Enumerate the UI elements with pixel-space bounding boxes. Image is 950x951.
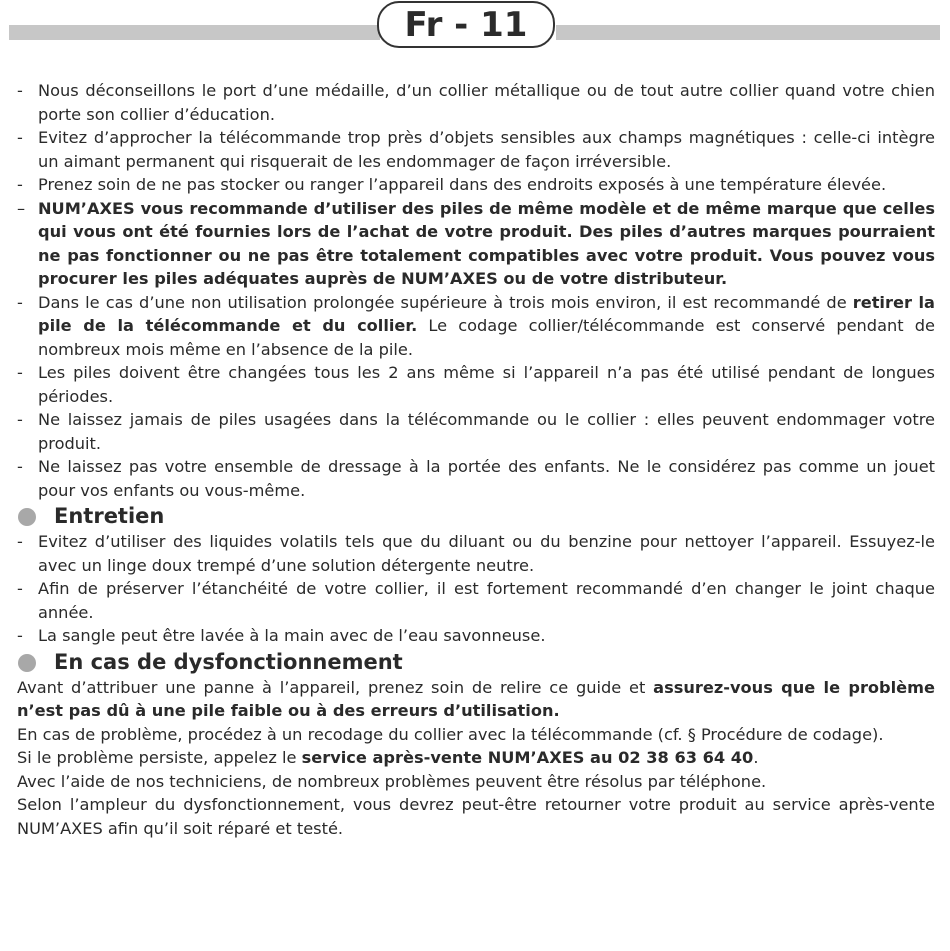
list-item	[17, 361, 935, 408]
list-item	[17, 197, 935, 291]
list-item	[17, 530, 935, 577]
dash-bullet: –	[17, 198, 26, 218]
page-number-label: Fr - 11	[377, 1, 555, 48]
text-run: Avec l’aide de nos techniciens, de nombreux problèmes peuvent être résolus par téléphone.	[17, 771, 767, 791]
text-run: La sangle peut être lavée à la main avec de l’eau savonneuse.	[38, 626, 546, 645]
text-run: Dans le cas d’une non utilisation prolongée supérieure à trois mois environ, il est recommandé de	[38, 292, 853, 312]
text-run: .	[753, 748, 759, 767]
paragraph	[17, 793, 935, 840]
text-run: Le codage collier/télécommande est conservé pendant de nombreux mois même en l’absence de la pile.	[38, 316, 935, 359]
dash-bullet: -	[17, 626, 23, 645]
paragraph	[17, 746, 935, 770]
list-item	[17, 79, 935, 126]
section-heading-entretien	[17, 502, 935, 530]
header-bar-left	[9, 25, 380, 40]
list-item	[17, 291, 935, 362]
paragraph	[17, 676, 935, 723]
list-item	[17, 408, 935, 455]
precautions-list	[17, 79, 935, 502]
list-item	[17, 126, 935, 173]
list-item	[17, 624, 935, 648]
text-run: Les piles doivent être changées tous les 2 ans même si l’appareil n’a pas été utilisé pendant de longues périodes.	[38, 363, 935, 406]
dash-bullet: -	[17, 363, 23, 382]
text-run: Ne laissez pas votre ensemble de dressage à la portée des enfants. Ne le considérez pas comme un jouet pour vos enfants ou vous-même.	[38, 457, 935, 500]
bold-text: assurez-vous que le problème n’est pas dû à une pile faible ou à des erreurs d’utilisation.	[17, 677, 936, 720]
dash-bullet: -	[17, 579, 23, 598]
text-run: Evitez d’approcher la télécommande trop près d’objets sensibles aux champs magnétiques : celle-ci intègre un aimant permanent qui risquerait de les endommager de façon irréversible.	[38, 128, 935, 171]
text-run: En cas de problème, procédez à un recodage du collier avec la télécommande (cf. § Procédure de codage).	[17, 724, 884, 744]
dash-bullet: -	[17, 292, 23, 312]
text-run: Nous déconseillons le port d’une médaille, d’un collier métallique ou de tout autre collier quand votre chien porte son collier d’éducation.	[38, 81, 935, 124]
dash-bullet: -	[17, 175, 23, 194]
text-run: Evitez d’utiliser des liquides volatils tels que du diluant ou du benzine pour nettoyer l’appareil. Essuyez-le avec un linge doux trempé d’une solution détergente neutre.	[38, 532, 935, 575]
list-item	[17, 455, 935, 502]
section-bullet-icon	[18, 508, 36, 526]
paragraph	[17, 770, 935, 794]
page-content	[17, 79, 935, 840]
header-bar-right	[556, 25, 940, 40]
section-title: Entretien	[54, 504, 165, 528]
dash-bullet: -	[17, 532, 23, 551]
list-item	[17, 173, 935, 197]
text-run: Avant d’attribuer une panne à l’appareil, prenez soin de relire ce guide et	[17, 677, 654, 697]
section-title: En cas de dysfonctionnement	[54, 649, 403, 674]
dysfonctionnement-text	[17, 676, 935, 841]
bold-text: retirer la pile de la télécommande et du collier.	[38, 292, 935, 335]
section-heading-dysfonctionnement	[17, 648, 935, 676]
dash-bullet: -	[17, 410, 23, 429]
text-run: Si le problème persiste, appelez le	[17, 748, 302, 767]
paragraph	[17, 723, 935, 747]
text-run: Afin de préserver l’étanchéité de votre collier, il est fortement recommandé d’en changer le joint chaque année.	[38, 579, 935, 622]
list-item	[17, 577, 935, 624]
bold-text: NUM’AXES vous recommande d’utiliser des piles de même modèle et de même marque que celles qui vous ont été fournies lors de l’achat de votre produit. Des piles d’autres marques pourraient ne pas fonctionner ou ne pas être totalement compatibles avec votre produit. Vous pouvez vous procurer les piles adéquates auprès de NUM’AXES ou de votre distributeur.	[38, 198, 935, 288]
page-header	[0, 0, 950, 52]
text-run: Selon l’ampleur du dysfonctionnement, vous devrez peut-être retourner votre produit au service après-vente NUM’AXES afin qu’il soit réparé et testé.	[17, 795, 935, 838]
dash-bullet: -	[17, 457, 23, 476]
entretien-list	[17, 530, 935, 648]
dash-bullet: -	[17, 81, 23, 100]
text-run: Prenez soin de ne pas stocker ou ranger l’appareil dans des endroits exposés à une température élevée.	[38, 175, 887, 194]
bold-text: service après-vente NUM’AXES au 02 38 63 64 40	[301, 748, 754, 767]
section-bullet-icon	[18, 654, 36, 672]
dash-bullet: -	[17, 128, 23, 147]
text-run: Ne laissez jamais de piles usagées dans la télécommande ou le collier : elles peuvent endommager votre produit.	[38, 410, 935, 453]
